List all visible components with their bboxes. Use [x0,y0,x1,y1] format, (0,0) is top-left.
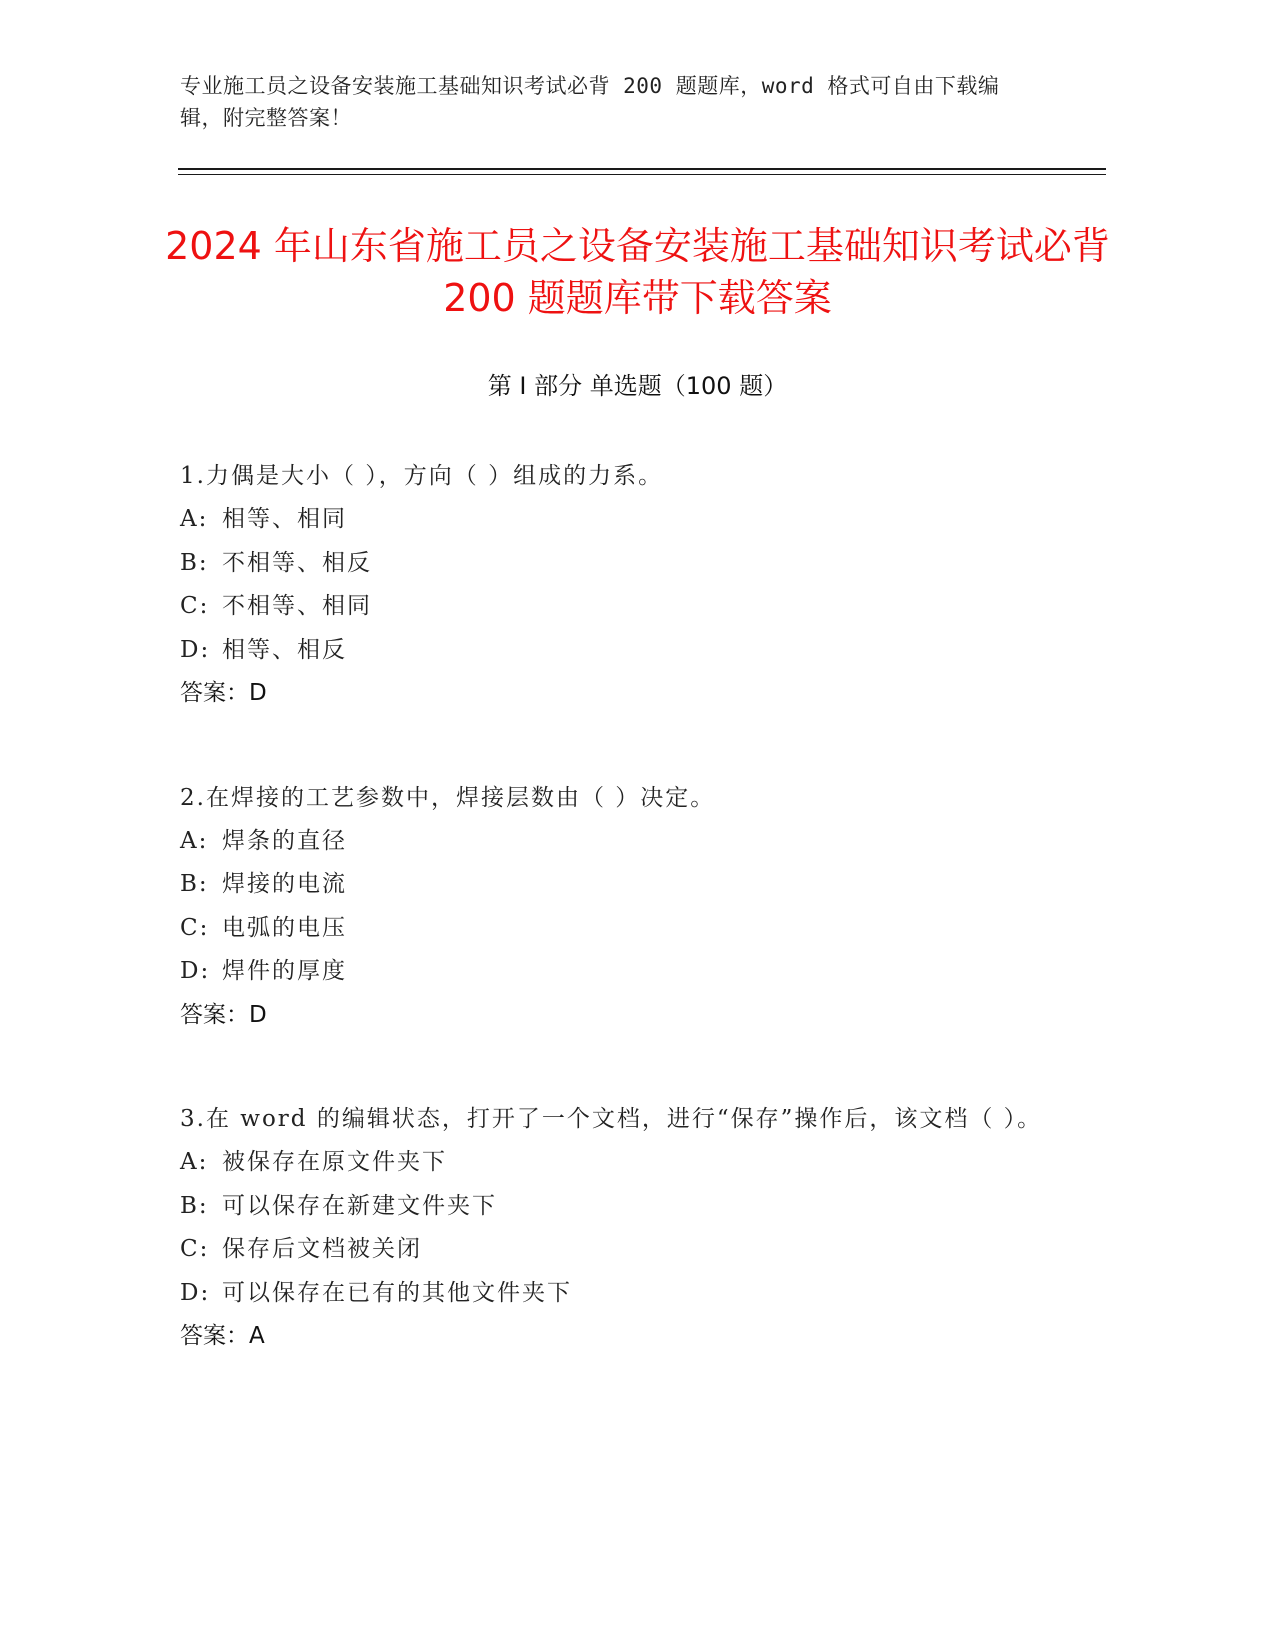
header-divider-thin [178,174,1106,175]
document-title: 2024 年山东省施工员之设备安装施工基础知识考试必背 200 题题库带下载答案 [165,224,1110,320]
option-key: B: [180,1192,209,1219]
option-key: C: [180,914,210,941]
option-key: A: [180,506,209,532]
question-stem: 3.在 word 的编辑状态，打开了一个文档，进行“保存”操作后，该文档（ ）。 [180,1106,1043,1132]
section-title: 第 I 部分 单选题（100 题） [487,372,788,400]
option-text: 焊接的电流 [222,871,347,897]
option-text: 被保存在原文件夹下 [222,1149,447,1175]
option-key: A: [180,827,209,854]
option-key: C: [180,593,210,619]
header-divider-thick [178,168,1106,170]
answer-line: 答案：D [180,680,267,706]
option-text: 焊件的厚度 [222,958,347,984]
option-text: 不相等、相同 [222,593,372,619]
option-c [180,907,1060,951]
option-c [180,1228,1060,1272]
option-b [180,542,1060,586]
option-c [180,585,1060,629]
answer-line: 答案：A [180,1323,265,1349]
option-text: 相等、相同 [222,506,347,532]
question-2 [180,777,1060,1038]
question-list [180,455,1060,1420]
option-b [180,1185,1060,1229]
option-text: 不相等、相反 [222,549,372,576]
option-text: 可以保存在新建文件夹下 [222,1192,497,1219]
option-key: D: [180,958,211,984]
option-key: A: [180,1149,209,1175]
option-text: 可以保存在已有的其他文件夹下 [222,1279,572,1306]
option-key: C: [180,1236,210,1262]
header-note: 专业施工员之设备安装施工基础知识考试必背 200 题题库，word 格式可自由下载编辑，附完整答案！ [180,74,1000,130]
question-3 [180,1098,1060,1359]
option-text: 相等、相反 [222,636,347,663]
option-d [180,629,1060,673]
option-a [180,498,1060,542]
option-a [180,820,1060,864]
option-text: 焊条的直径 [222,827,347,854]
option-key: D: [180,636,211,663]
question-stem: 1.力偶是大小（ ），方向（ ）组成的力系。 [180,463,664,489]
option-text: 电弧的电压 [222,914,347,941]
question-stem: 2.在焊接的工艺参数中，焊接层数由（ ）决定。 [180,784,716,811]
answer-line: 答案：D [180,1001,267,1028]
option-a [180,1141,1060,1185]
option-key: B: [180,549,209,576]
option-key: D: [180,1279,211,1306]
option-b [180,863,1060,907]
option-text: 保存后文档被关闭 [222,1236,422,1262]
option-key: B: [180,871,209,897]
question-1 [180,455,1060,716]
option-d [180,950,1060,994]
option-d [180,1272,1060,1316]
